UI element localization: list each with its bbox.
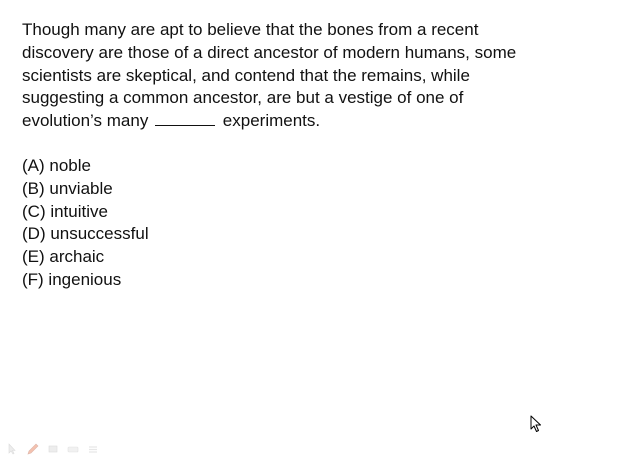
option-f[interactable]: (F) ingenious — [22, 269, 122, 289]
text-after-blank: experiments. — [222, 111, 321, 131]
question-text — [22, 19, 602, 133]
presentation-toolbar — [6, 440, 100, 458]
option-d[interactable]: (D) unsuccessful — [22, 224, 149, 244]
question-line: suggesting a common ancestor, are but a vestige of one of — [22, 88, 464, 108]
eraser-icon[interactable] — [66, 442, 80, 456]
question-line: discovery are those of a direct ancestor of modern humans, some — [22, 42, 517, 62]
question-line-with-blank — [22, 110, 602, 133]
question-line: scientists are skeptical, and contend that the remains, while — [22, 65, 470, 85]
mouse-pointer-icon — [530, 415, 542, 433]
highlighter-icon[interactable] — [46, 442, 60, 456]
option-e[interactable]: (E) archaic — [22, 247, 105, 267]
option-b[interactable]: (B) unviable — [22, 178, 113, 198]
answer-options — [22, 155, 149, 292]
option-c[interactable]: (C) intuitive — [22, 201, 108, 221]
answer-blank — [155, 111, 215, 126]
pen-icon[interactable] — [26, 442, 40, 456]
question-line: Though many are apt to believe that the bones from a recent — [22, 20, 479, 39]
menu-icon[interactable] — [86, 442, 100, 456]
arrow-icon[interactable] — [6, 442, 20, 456]
text-before-blank: evolution’s many — [22, 111, 149, 131]
option-a[interactable]: (A) noble — [22, 156, 91, 175]
